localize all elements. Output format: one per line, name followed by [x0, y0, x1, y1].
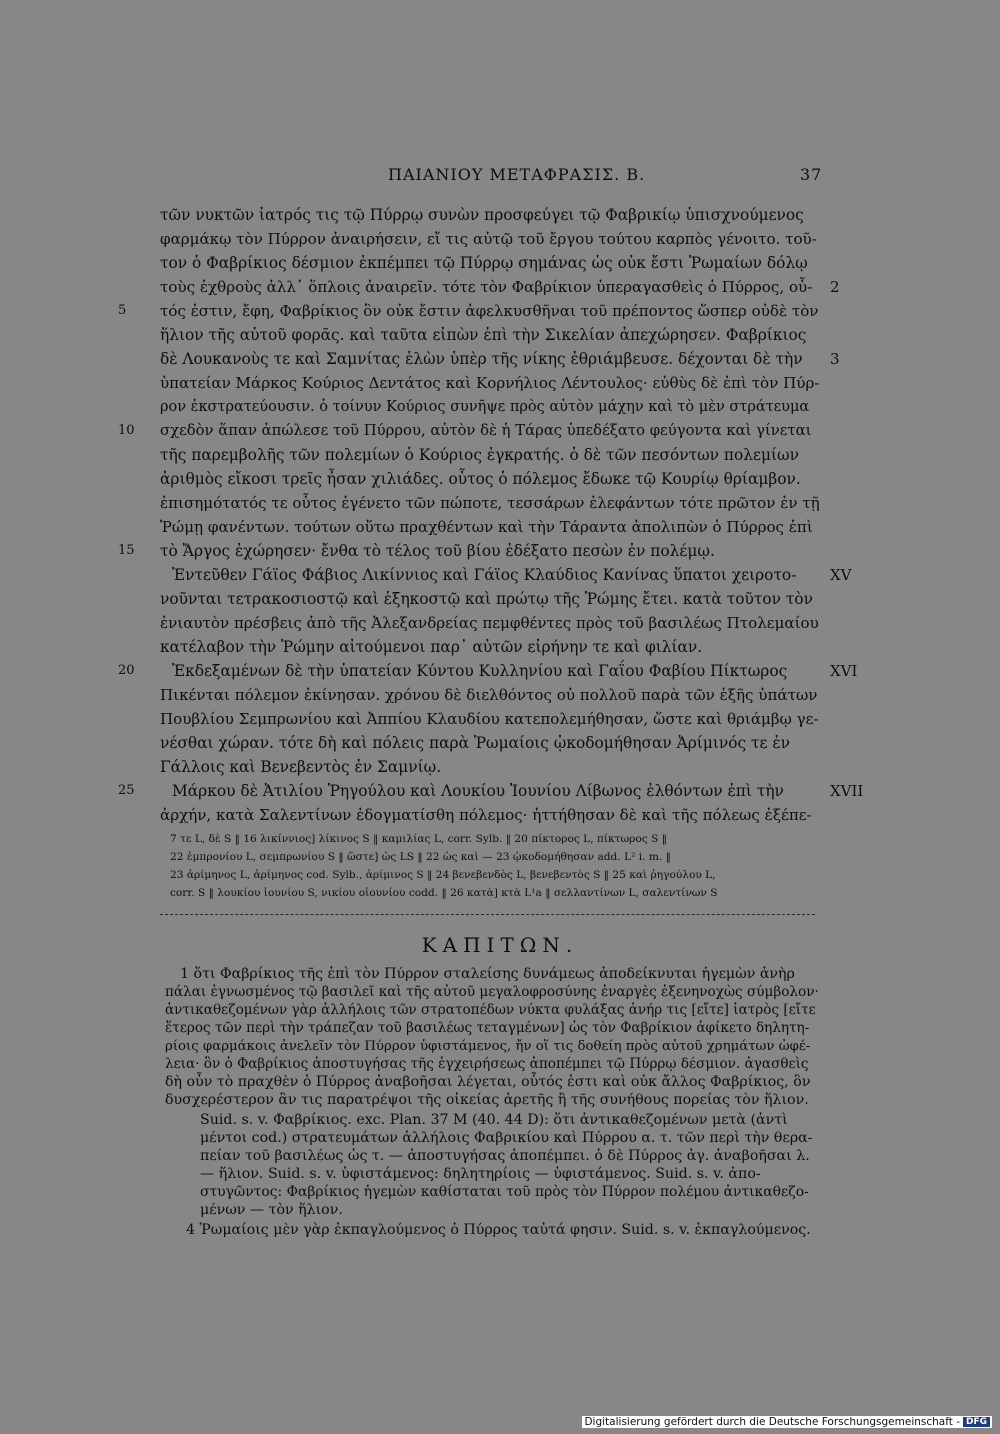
text-line: Ῥώμῃ φανέντων. τούτων οὕτω πραχθέντων καὶ τὴν Τάραντα ἀπολιπὼν ὁ Πύρρος ἐπὶ	[160, 518, 813, 536]
chapter-line: μένων — τὸν ἥλιον.	[200, 1202, 343, 1218]
text-line: Πουβλίου Σεμπρωνίου καὶ Ἀππίου Κλαυδίου κατεπολεμήθησαν, ὥστε καὶ θριάμβῳ γε-	[160, 710, 819, 728]
dfg-logo-icon: DFG	[963, 1417, 990, 1427]
text-line: ἀρχήν, κατὰ Σαλεντίνων ἐδογματίσθη πόλεμος· ἡττήθησαν δὲ καὶ τῆς πόλεως ἐξέπε-	[160, 806, 812, 824]
text-line: Ἐντεῦθεν Γάϊος Φάβιος Λικίννιος καὶ Γάϊος Κλαύδιος Κανίνας ὕπατοι χειροτο-	[172, 566, 797, 584]
section-divider	[160, 914, 815, 915]
text-line: νέσθαι χώραν. τότε δὴ καὶ πόλεις παρὰ Ῥωμαίοις ᾠκοδομήθησαν Ἀρίμινός τε ἐν	[160, 734, 790, 752]
chapter-heading: ΚΑΠΙΤΩΝ.	[421, 933, 579, 957]
margin-number: 3	[830, 350, 840, 368]
chapter-line: στυγῶντος: Φαβρίκιος ἡγεμὼν καθίσταται τοῦ πρὸς τὸν Πύρρον πολέμου ἀντικαθεζο-	[200, 1184, 809, 1200]
text-line: ρον ἐκστρατεύουσιν. ὁ τοίνυν Κούριος συνῆψε πρὸς αὐτὸν μάχην καὶ τὸ μὲν στράτευμα	[160, 399, 810, 415]
apparatus-line: corr. S ‖ λουκίου ἰουνίου S, νικίου οἰουνίου codd. ‖ 26 κατὰ] κτὰ L¹a ‖ σελλαντίνων L, σαλεντίνων S	[170, 887, 718, 899]
text-line: τός ἐστιν, ἔφη, Φαβρίκιος ὃν οὐκ ἔστιν ἀφελκυσθῆναι τοῦ πρέποντος ὥσπερ οὐδὲ τὸν	[160, 302, 819, 320]
text-line: Γάλλοις καὶ Βενεβεντὸς ἐν Σαμνίῳ.	[160, 758, 442, 776]
text-line: ἐπισημότατός τε οὗτος ἐγένετο τῶν πώποτε, τεσσάρων ἐλεφάντων τότε πρῶτον ἐν τῇ	[160, 494, 820, 512]
chapter-line: δυσχερέστερον ἂν τις παρατρέψοι τῆς οἰκείας ἀρετῆς ἢ τῆς συνήθους πορείας τὸν ἥλιον.	[165, 1092, 809, 1108]
text-line: κατέλαβον τὴν Ῥώμην αἰτούμενοι παρ᾽ αὐτῶν εἰρήνην τε καὶ φιλίαν.	[160, 638, 703, 656]
chapter-line: 1 ὅτι Φαβρίκιος τῆς ἐπὶ τὸν Πύρρον σταλείσης δυνάμεως ἀποδείκνυται ἡγεμὼν ἀνὴρ	[180, 966, 795, 982]
text-line: τῶν νυκτῶν ἰατρός τις τῷ Πύρρῳ συνὼν προσφεύγει τῷ Φαβρικίῳ ὑπισχνούμενος	[160, 206, 804, 224]
text-line: ἐνιαυτὸν πρέσβεις ἀπὸ τῆς Ἀλεξανδρείας πεμφθέντες πρὸς τοῦ βασιλέως Πτολεμαίου	[160, 614, 819, 632]
footer-text: Digitalisierung gefördert durch die Deutsche Forschungsgemeinschaft -	[584, 1416, 960, 1428]
chapter-line: πείαν τοῦ βασιλέως ὡς τ. — ἀποστυγήσας ἀποπέμπει. ὁ δὲ Πύρρος ἀγ. ἀναβοῆσαι λ.	[200, 1148, 810, 1164]
text-line: ἥλιον τῆς αὐτοῦ φορᾶς. καὶ ταῦτα εἰπὼν ἐπὶ τὴν Σικελίαν ἀπεχώρησεν. Φαβρίκιος	[160, 326, 807, 344]
text-line: φαρμάκῳ τὸν Πύρρον ἀναιρήσειν, εἴ τις αὐτῷ τοῦ ἔργου τούτου καρπὸς γένοιτο. τοῦ-	[160, 230, 817, 248]
text-line: ὑπατείαν Μάρκος Κούριος Δεντάτος καὶ Κορνήλιος Λέντουλος· εὐθὺς δὲ ἐπὶ τὸν Πύρ-	[160, 374, 820, 392]
text-line: δὲ Λουκανοὺς τε καὶ Σαμνίτας ἑλὼν ὑπὲρ τῆς νίκης ἐθριάμβευσε. δέχονται δὲ τὴν	[160, 350, 803, 368]
chapter-line: 4 Ῥωμαίοις μὲν γὰρ ἐκπαγλούμενος ὁ Πύρρος ταὐτά φησιν. Suid. s. v. ἐκπαγλούμενος.	[186, 1222, 811, 1238]
margin-number: XVI	[830, 662, 858, 680]
apparatus-line: 7 τε L, δὲ S ‖ 16 λικίννιος] λίκινος S ‖ καμιλίας L, corr. Sylb. ‖ 20 πίκτορος L, πίκτωρος S ‖	[170, 833, 667, 845]
line-number: 20	[118, 663, 135, 678]
text-line: τον ὁ Φαβρίκιος δέσμιον ἐκπέμπει τῷ Πύρρῳ σημάνας ὡς οὐκ ἔστι Ῥωμαίων δόλῳ	[160, 254, 808, 272]
text-line: τὸ Ἄργος ἐχώρησεν· ἔνθα τὸ τέλος τοῦ βίου ἐδέξατο πεσὼν ἐν πολέμῳ.	[160, 542, 715, 560]
page-number: 37	[800, 165, 823, 184]
chapter-line: ἕτερος τῶν περὶ τὴν τράπεζαν τοῦ βασιλέως τεταγμένων] ὡς τὸν Φαβρίκιον ἀφίκετο δηλητη-	[165, 1020, 810, 1036]
line-number: 5	[118, 303, 127, 318]
chapter-line: Suid. s. v. Φαβρίκιος. exc. Plan. 37 M (40. 44 D): ὅτι ἀντικαθεζομένων μετὰ (ἀντὶ	[200, 1112, 788, 1128]
text-line: Μάρκου δὲ Ἀτιλίου Ῥηγούλου καὶ Λουκίου Ἰουνίου Λίβωνος ἐλθόντων ἐπὶ τὴν	[172, 782, 784, 800]
chapter-line: δὴ οὖν τὸ πραχθὲν ὁ Πύρρος ἀναβοῆσαι λέγεται, οὗτός ἐστι καὶ οὐκ ἄλλος Φαβρίκιος, ὃν	[165, 1074, 811, 1090]
text-line: Ἐκδεξαμένων δὲ τὴν ὑπατείαν Κύντου Κυλληνίου καὶ Γαΐου Φαβίου Πίκτωρος	[172, 662, 788, 680]
chapter-line: πάλαι ἐγνωσμένος τῷ βασιλεῖ καὶ τῆς αὐτοῦ μεγαλοφροσύνης ἐναργὲς ἐξενηνοχὼς σύμβολον·	[165, 984, 819, 1000]
chapter-line: μέντοι cod.) στρατευμάτων ἀλλήλοις Φαβρικίου καὶ Πύρρου α. τ. τῶν περὶ τὴν θερα-	[200, 1130, 813, 1146]
text-line: σχεδὸν ἅπαν ἀπώλεσε τοῦ Πύρρου, αὐτὸν δὲ ἡ Τάρας ὑπεδέξατο φεύγοντα καὶ γίνεται	[160, 422, 812, 439]
text-line: νοῦνται τετρακοσιοστῷ καὶ ἑξηκοστῷ καὶ πρώτῳ τῆς Ῥώμης ἔτει. κατὰ τοῦτον τὸν	[160, 590, 813, 608]
text-line: τοὺς ἐχθροὺς ἀλλ᾽ ὅπλοις ἀναιρεῖν. τότε τὸν Φαβρίκιον ὑπεραγασθεὶς ὁ Πύρρος, οὗ-	[160, 278, 813, 296]
chapter-line: ρίοις φαρμάκοις ἀνελεῖν τὸν Πύρρον ὑφιστάμενος, ἤν οἵ τις δοθείη πρὸς αὐτοῦ χρημάτων ὠφέ-	[165, 1039, 811, 1054]
text-line: τῆς παρεμβολῆς τῶν πολεμίων ὁ Κούριος ἐγκρατής. ὁ δὲ τῶν πεσόντων πολεμίων	[160, 446, 799, 464]
chapter-line: λεια· ὃν ὁ Φαβρίκιος ἀποστυγήσας τῆς ἐγχειρήσεως ἀποπέμπει τῷ Πύρρῳ δέσμιον. ἀγασθεὶς	[165, 1056, 809, 1072]
line-number: 15	[118, 543, 135, 558]
margin-number: 2	[830, 278, 840, 296]
chapter-line: — ἥλιον. Suid. s. v. ὑφιστάμενος: δηλητηρίοις — ὑφιστάμενος. Suid. s. v. ἀπο-	[200, 1166, 761, 1182]
running-head: ΠΑΙΑΝΙΟΥ ΜΕΤΑΦΡΑΣΙΣ. Β.	[388, 165, 646, 184]
line-number: 25	[118, 783, 135, 798]
text-line: Πικένται πόλεμον ἐκίνησαν. χρόνου δὲ διελθόντος οὐ πολλοῦ παρὰ τῶν ἑξῆς ὑπάτων	[160, 686, 818, 704]
text-line: ἀριθμὸς εἴκοσι τρεῖς ἦσαν χιλιάδες. οὗτος ὁ πόλεμος ἔδωκε τῷ Κουρίῳ θρίαμβον.	[160, 470, 801, 488]
apparatus-line: 23 ἀρίμηνος L, ἀρίμηνος cod. Sylb., ἀρίμινος S ‖ 24 βενεβενδὸς L, βενεβεντὸς S ‖ 25 καὶ ῥηγούλου L,	[170, 869, 716, 881]
line-number: 10	[118, 423, 135, 438]
apparatus-line: 22 ἐμπρονίου L, σεμπρωνίου S ‖ ὥστε] ὡς LS ‖ 22 ὡς καὶ — 23 ᾠκοδομήθησαν add. L² i. m. ‖	[170, 851, 671, 863]
chapter-line: ἀντικαθεζομένων γὰρ ἀλλήλοις τῶν στρατοπέδων νύκτα φυλάξας ἀνήρ τις [εἴτε] ἰατρὸς [εἴτε	[165, 1002, 816, 1018]
margin-number: XV	[830, 566, 852, 584]
margin-number: XVII	[830, 782, 864, 800]
digitization-footer	[582, 1416, 992, 1428]
